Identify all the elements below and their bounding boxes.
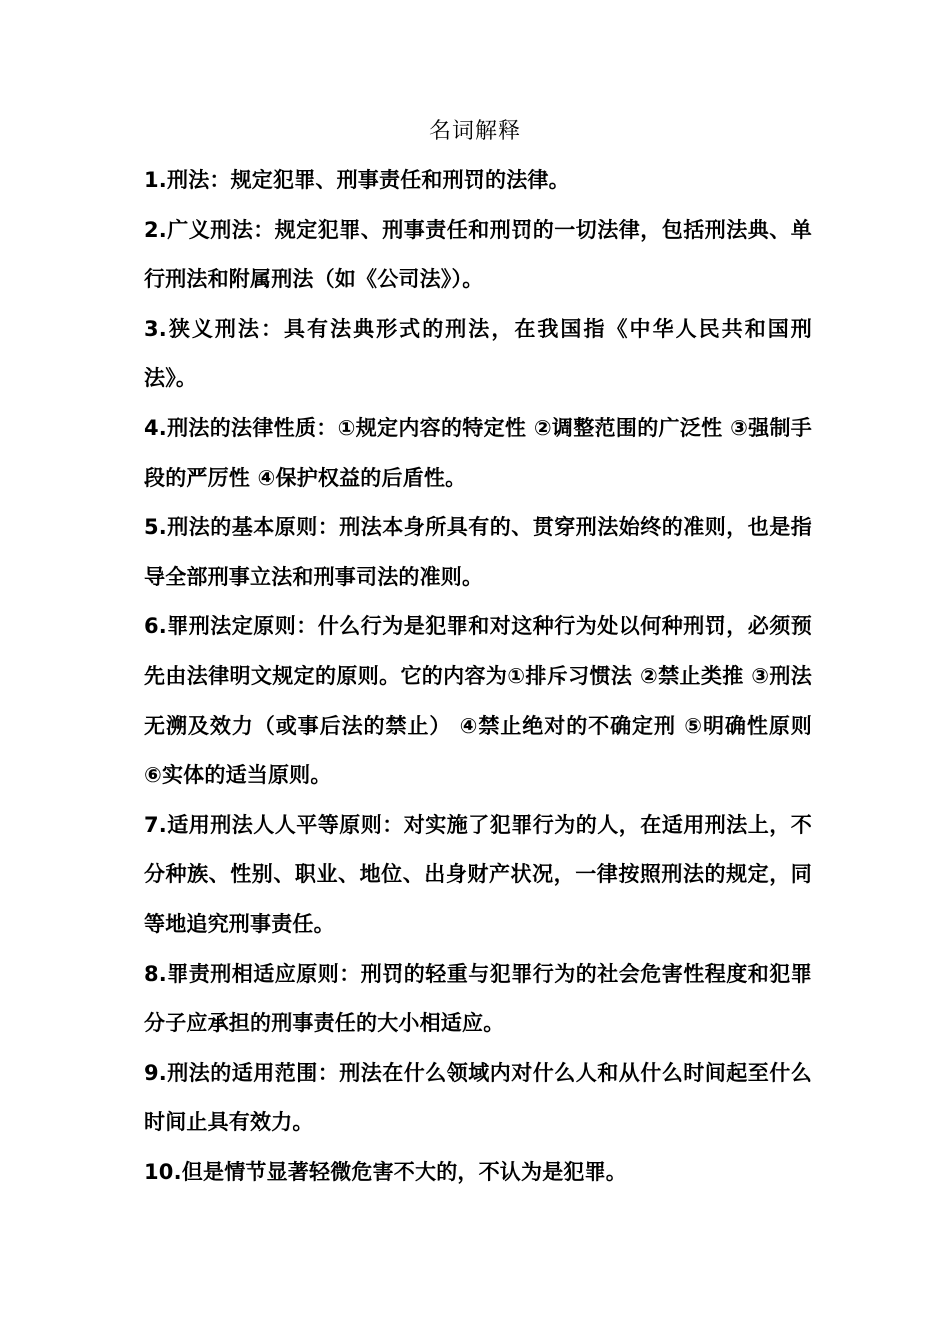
term-entry-3: 3.狭义刑法：具有法典形式的刑法，在我国指《中华人民共和国刑法》。 — [144, 316, 812, 391]
term-entry-9: 9.刑法的适用范围：刑法在什么领域内对什么人和从什么时间起至什么时间止具有效力。 — [144, 1060, 812, 1135]
term-entry-5: 5.刑法的基本原则：刑法本身所具有的、贯穿刑法始终的准则，也是指导全部刑事立法和刑事司法的准则。 — [144, 515, 812, 589]
term-entry-4: 4.刑法的法律性质：①规定内容的特定性 ②调整范围的广泛性 ③强制手段的严厉性 ④保护权益的后盾性。 — [144, 415, 812, 490]
document-title: 名词解释 — [428, 119, 521, 144]
term-entry-8: 8.罪责刑相适应原则：刑罚的轻重与犯罪行为的社会危害性程度和犯罪分子应承担的刑事责任的大小相适应。 — [144, 961, 812, 1036]
term-entry-1: 1.刑法：规定犯罪、刑事责任和刑罚的法律。 — [144, 168, 570, 192]
term-entry-7: 7.适用刑法人人平等原则：对实施了犯罪行为的人，在适用刑法上，不分种族、性别、职业、地位、出身财产状况，一律按照刑法的规定，同等地追究刑事责任。 — [144, 812, 812, 936]
term-entry-2: 2.广义刑法：规定犯罪、刑事责任和刑罚的一切法律，包括刑法典、单行刑法和附属刑法（如《公司法》）。 — [144, 217, 812, 292]
term-entry-10: 10.但是情节显著轻微危害不大的，不认为是犯罪。 — [144, 1159, 627, 1184]
term-entry-6: 6.罪刑法定原则：什么行为是犯罪和对这种行为处以何种刑罚，必须预先由法律明文规定的原则。它的内容为①排斥习惯法 ②禁止类推 ③刑法无溯及效力（或事后法的禁止） ④禁止绝对的不确定刑 ⑤明确性原则 ⑥实体的适当原则。 — [144, 614, 812, 788]
term-list — [144, 156, 812, 1197]
